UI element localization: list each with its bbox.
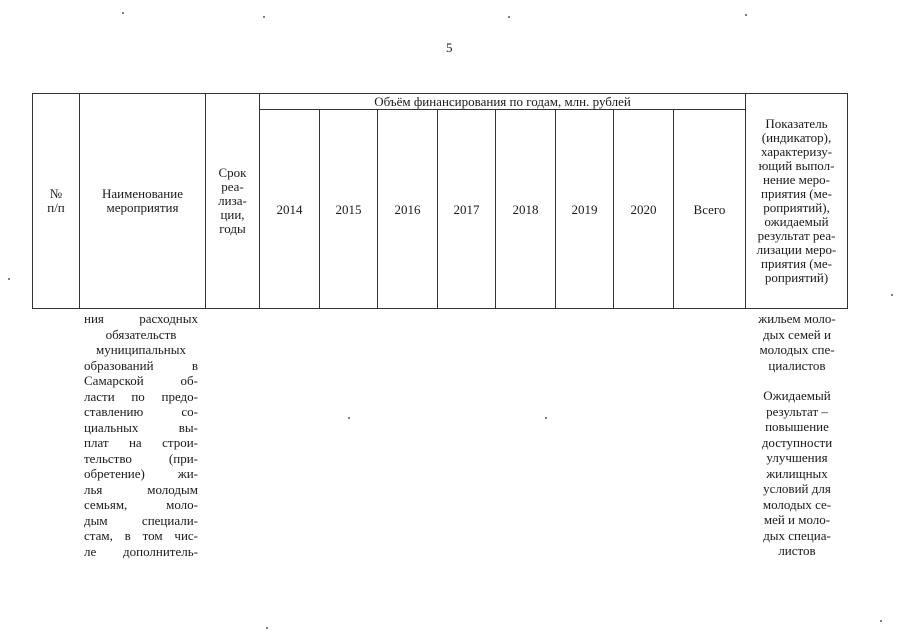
scan-speck: [880, 620, 882, 622]
header-term-lines: [206, 166, 259, 236]
header-number: [33, 94, 80, 309]
cell-line: характеризу-: [760, 144, 833, 159]
header-activity-name-lines: [80, 187, 205, 215]
text-line: результат –: [766, 403, 828, 419]
cell-line: ющий выпол-: [758, 158, 835, 173]
cell-line: Срок: [218, 165, 247, 180]
text-line: жильем моло-: [758, 311, 836, 326]
text-line: ставлению со-: [84, 404, 198, 419]
cell-line: лизации меро-: [756, 242, 837, 257]
cell-line: приятия (ме-: [761, 256, 832, 271]
cell-line: нение меро-: [763, 172, 830, 187]
cell-line: ции,: [220, 207, 245, 222]
cell-line: ожидаемый: [764, 214, 829, 229]
header-year-2015: 2015: [320, 110, 378, 309]
text-line: Ожидаемый: [763, 388, 831, 403]
text-line: ласти по предо-: [84, 388, 198, 404]
activity-name-text: [84, 311, 198, 559]
text-line: циальных вы-: [84, 419, 198, 435]
text-line: ния расходных: [84, 311, 198, 326]
header-year-2018: 2018: [496, 110, 556, 309]
text-line: ле дополнитель-: [84, 543, 198, 559]
scan-speck: [545, 417, 547, 419]
cell-line: п/п: [47, 200, 65, 215]
header-number-lines: [33, 187, 79, 215]
text-line: молодых се-: [762, 496, 832, 512]
text-line: семьям, моло-: [84, 497, 198, 512]
header-activity-name: [80, 94, 206, 309]
header-year-2017: 2017: [438, 110, 496, 309]
header-total: Всего: [674, 110, 746, 309]
scan-speck: [508, 16, 510, 18]
text-line: муниципальных: [95, 342, 186, 357]
cell-line: (индикатор),: [761, 130, 832, 145]
page-number: 5: [446, 40, 453, 55]
text-line: молодых спе-: [759, 342, 835, 357]
text-line: образований в: [84, 357, 198, 373]
cell-line: Показатель: [765, 116, 828, 131]
text-line: обретение) жи-: [84, 466, 198, 481]
text-line: плат на строи-: [84, 435, 198, 450]
scan-speck: [8, 278, 10, 280]
text-line: Самарской об-: [84, 373, 198, 388]
text-line: дых специа-: [763, 527, 831, 543]
spacer: [747, 373, 847, 388]
cell-line: роприятий),: [763, 200, 830, 215]
cell-line: Наименование: [102, 186, 183, 201]
header-year-2014: 2014: [260, 110, 320, 309]
text-line: дым специали-: [84, 512, 198, 528]
scan-speck: [266, 627, 268, 629]
text-line: стам, в том чис-: [84, 528, 198, 543]
text-line: обязательств: [105, 326, 177, 342]
text-line: тельство (при-: [84, 450, 198, 466]
cell-line: годы: [219, 221, 246, 236]
cell-line: роприятий): [764, 270, 829, 285]
cell-line: лиза-: [218, 193, 247, 208]
header-indicator-lines: [746, 117, 847, 285]
program-table-header: [32, 93, 848, 309]
text-line: улучшения: [766, 450, 828, 465]
text-line: лья молодым: [84, 481, 198, 497]
text-line: условий для: [763, 481, 831, 496]
text-line: циалистов: [768, 357, 826, 373]
text-line: мей и моло-: [763, 512, 831, 527]
text-line: жилищных: [766, 465, 828, 481]
cell-line: мероприятия: [106, 200, 179, 215]
cell-line: результат реа-: [757, 228, 836, 243]
indicator-text: [747, 311, 847, 559]
scan-speck: [745, 14, 747, 16]
text-line: дых семей и: [763, 326, 831, 342]
cell-line: №: [49, 186, 63, 201]
header-year-2020: 2020: [614, 110, 674, 309]
cell-line: реа-: [221, 179, 244, 194]
header-year-2019: 2019: [556, 110, 614, 309]
header-indicator: [746, 94, 848, 309]
header-year-2016: 2016: [378, 110, 438, 309]
scan-speck: [263, 16, 265, 18]
text-line: листов: [778, 543, 816, 558]
scan-speck: [122, 12, 124, 14]
text-line: доступности: [761, 434, 833, 450]
header-funding-group: Объём финансирования по годам, млн. рублей: [260, 94, 746, 110]
header-term: [206, 94, 260, 309]
scan-speck: [891, 294, 893, 296]
cell-line: приятия (ме-: [761, 186, 832, 201]
scan-speck: [348, 417, 350, 419]
text-line: повышение: [765, 419, 829, 434]
